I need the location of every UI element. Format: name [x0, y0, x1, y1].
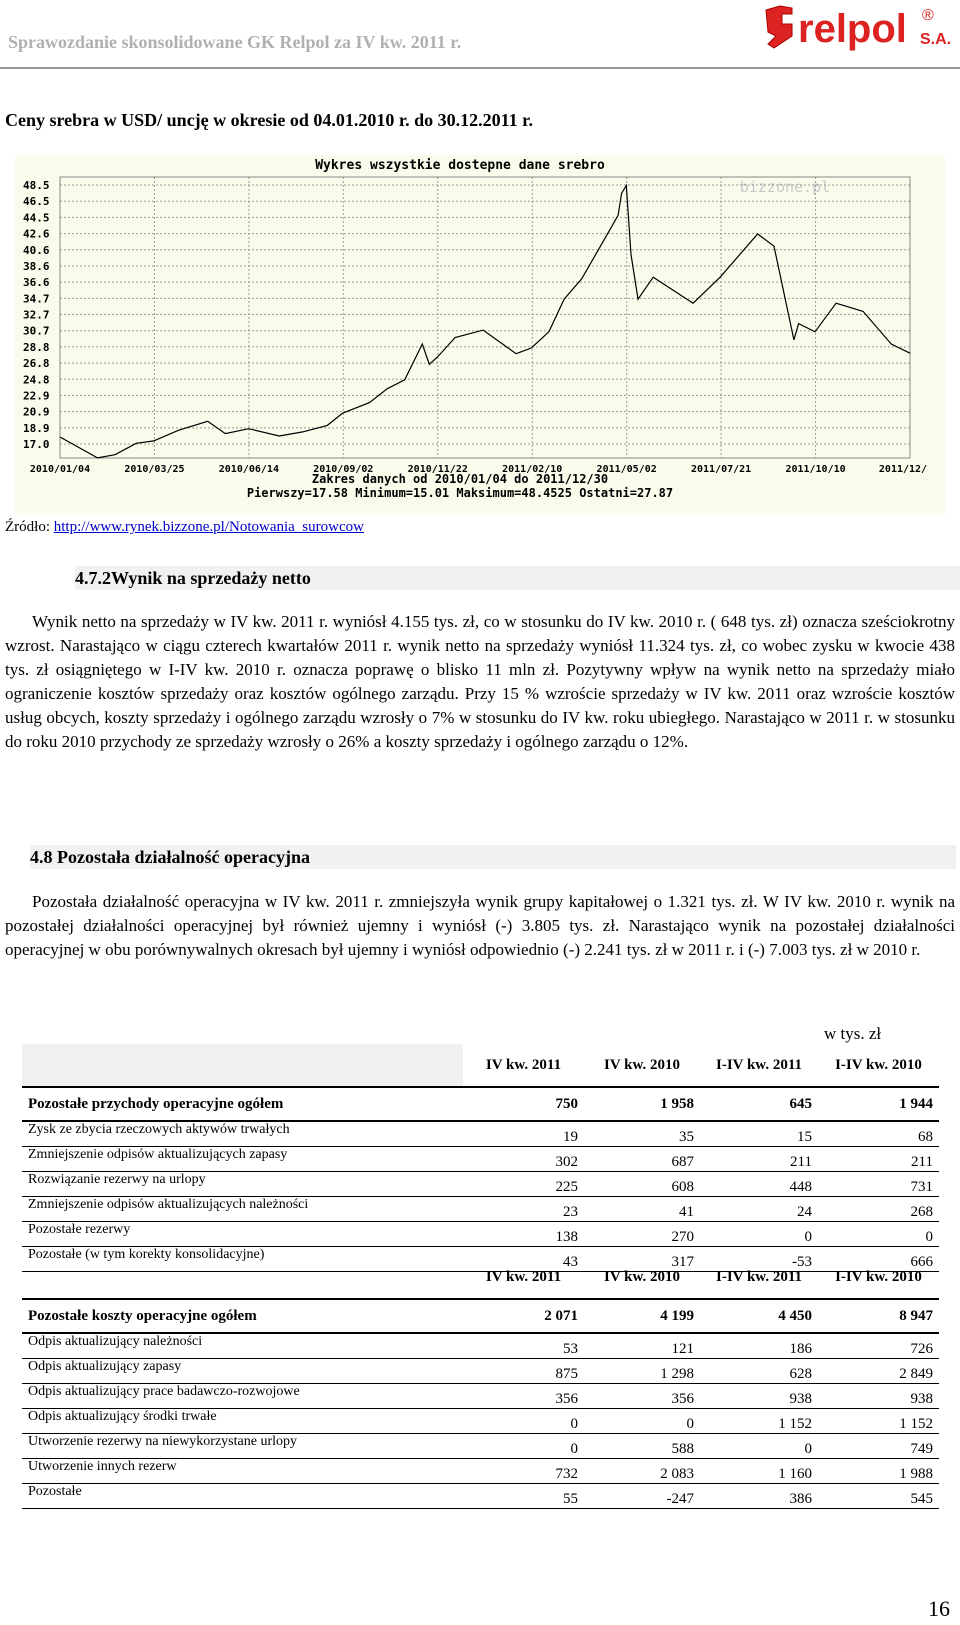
row-value: 41 — [584, 1197, 700, 1222]
section-heading-472: 4.7.2Wynik na sprzedaży netto — [75, 566, 960, 590]
row-value: 2 849 — [818, 1359, 939, 1384]
x-tick-label: 2011/05/02 — [596, 464, 657, 475]
row-label: Odpis aktualizujący należności — [22, 1333, 463, 1359]
y-tick-label: 24.8 — [23, 373, 50, 387]
row-value: 386 — [700, 1484, 818, 1509]
row-value: 0 — [818, 1222, 939, 1247]
row-value: 270 — [584, 1222, 700, 1247]
y-tick-label: 32.7 — [23, 308, 50, 322]
x-tick-label: 2010/11/22 — [407, 464, 468, 475]
svg-text:relpol: relpol — [798, 7, 907, 51]
total-label: Pozostałe koszty operacyjne ogółem — [22, 1299, 463, 1333]
row-label: Zmniejszenie odpisów aktualizujących zapasy — [22, 1147, 463, 1172]
row-label: Rozwiązanie rezerwy na urlopy — [22, 1172, 463, 1197]
row-value: 0 — [463, 1409, 584, 1434]
x-tick-label: 2011/02/10 — [502, 464, 563, 475]
row-label: Odpis aktualizujący prace badawczo-rozwojowe — [22, 1384, 463, 1409]
total-label: Pozostałe przychody operacyjne ogółem — [22, 1087, 463, 1121]
y-tick-label: 42.6 — [23, 227, 50, 241]
x-tick-label: 2010/01/04 — [29, 464, 91, 475]
row-value: 225 — [463, 1172, 584, 1197]
row-value: 121 — [584, 1333, 700, 1359]
section-heading-48: 4.8 Pozostała działalność operacyjna — [30, 845, 956, 869]
row-value: 15 — [700, 1121, 818, 1147]
table-header-row — [22, 1256, 939, 1299]
column-header: IV kw. 2010 — [584, 1256, 700, 1299]
x-tick-label: 2011/12/ — [878, 464, 928, 475]
income-table — [22, 1044, 939, 1272]
y-tick-label: 46.5 — [23, 195, 50, 209]
row-value: 1 988 — [818, 1459, 939, 1484]
header-divider — [0, 67, 960, 69]
svg-text:®: ® — [922, 7, 934, 24]
total-value: 4 450 — [700, 1299, 818, 1333]
total-value: 645 — [700, 1087, 818, 1121]
row-label: Pozostałe rezerwy — [22, 1222, 463, 1247]
row-label: Zysk ze zbycia rzeczowych aktywów trwałych — [22, 1121, 463, 1147]
column-header: IV kw. 2010 — [584, 1044, 700, 1087]
column-header: I-IV kw. 2011 — [700, 1044, 818, 1087]
total-value: 2 071 — [463, 1299, 584, 1333]
silver-price-line — [60, 186, 910, 458]
row-value: 608 — [584, 1172, 700, 1197]
header-blank-cell — [22, 1256, 463, 1299]
table-row — [22, 1434, 939, 1459]
y-tick-label: 40.6 — [23, 243, 50, 257]
chart-stats: Pierwszy=17.58 Minimum=15.01 Maksimum=48.4525 Ostatni=27.87 — [246, 486, 674, 500]
report-title: Sprawozdanie skonsolidowane GK Relpol za IV kw. 2011 r. — [8, 32, 462, 52]
table-header-row — [22, 1044, 939, 1087]
costs-table — [22, 1256, 939, 1509]
row-value: 211 — [700, 1147, 818, 1172]
source-note — [5, 519, 364, 536]
x-tick-label: 2010/09/02 — [313, 464, 374, 475]
chart-grid — [60, 177, 910, 458]
chart-watermark: bizzone.pl — [739, 178, 831, 196]
relay-icon — [766, 6, 792, 48]
source-link[interactable]: http://www.rynek.bizzone.pl/Notowania_surowcow — [53, 519, 364, 535]
y-tick-label: 44.5 — [23, 211, 50, 225]
x-tick-label: 2011/10/10 — [785, 464, 846, 475]
table-row — [22, 1147, 939, 1172]
row-value: 732 — [463, 1459, 584, 1484]
table-row — [22, 1459, 939, 1484]
row-label: Zmniejszenie odpisów aktualizujących należności — [22, 1197, 463, 1222]
row-value: 356 — [463, 1384, 584, 1409]
table-row — [22, 1172, 939, 1197]
y-tick-label: 34.7 — [23, 292, 50, 306]
row-value: 938 — [700, 1384, 818, 1409]
y-tick-label: 17.0 — [23, 438, 50, 451]
table-row — [22, 1384, 939, 1409]
row-label: Odpis aktualizujący środki trwałe — [22, 1409, 463, 1434]
row-label: Odpis aktualizujący zapasy — [22, 1359, 463, 1384]
row-value: 875 — [463, 1359, 584, 1384]
row-value: 186 — [700, 1333, 818, 1359]
row-value: 731 — [818, 1172, 939, 1197]
row-value: 726 — [818, 1333, 939, 1359]
relpol-logo — [762, 2, 960, 58]
x-tick-label: 2010/06/14 — [218, 464, 279, 475]
y-tick-label: 38.6 — [23, 259, 50, 273]
table-row — [22, 1222, 939, 1247]
row-value: 0 — [463, 1434, 584, 1459]
svg-text:S.A.: S.A. — [920, 31, 952, 48]
row-value: 43 — [463, 1247, 584, 1272]
row-value: 0 — [700, 1434, 818, 1459]
page-number: 16 — [928, 1596, 950, 1621]
row-label: Utworzenie rezerwy na niewykorzystane urlopy — [22, 1434, 463, 1459]
y-tick-label: 22.9 — [23, 389, 50, 403]
header-blank-cell — [22, 1044, 463, 1087]
row-value: 666 — [818, 1247, 939, 1272]
total-row — [22, 1299, 939, 1333]
table-row — [22, 1359, 939, 1384]
chart-title: Wykres wszystkie dostepne dane srebro — [315, 158, 605, 173]
column-header: I-IV kw. 2010 — [818, 1044, 939, 1087]
y-tick-label: 26.8 — [23, 357, 50, 371]
total-value: 4 199 — [584, 1299, 700, 1333]
row-value: 628 — [700, 1359, 818, 1384]
row-value: 68 — [818, 1121, 939, 1147]
row-value: 23 — [463, 1197, 584, 1222]
row-label: Pozostałe (w tym korekty konsolidacyjne) — [22, 1247, 463, 1272]
income-rows — [22, 1121, 939, 1272]
section-48-text: Pozostała działalność operacyjna w IV kw. 2011 r. zmniejszyła wynik grupy kapitałowej o 1.321 tys. zł. W IV kw. 2010 r. wynik na pozostałej działalności operacyjnej był również ujemny i wyniósł (-) 3.805 tys. zł. Narastająco wynik na pozostałej działalności operacyjnej w obu porównywalnych okresach był ujemny i wyniósł odpowiednio (-) 2.241 tys. zł w 2011 r. i (-) 7.003 tys. zł w 2010 r. — [5, 892, 955, 959]
row-value: 448 — [700, 1172, 818, 1197]
column-header: I-IV kw. 2011 — [700, 1256, 818, 1299]
row-value: 356 — [584, 1384, 700, 1409]
row-value: 211 — [818, 1147, 939, 1172]
unit-label: w tys. zł — [824, 1024, 882, 1043]
row-value: 53 — [463, 1333, 584, 1359]
row-value: 302 — [463, 1147, 584, 1172]
silver-price-chart — [15, 155, 945, 515]
chart-heading: Ceny srebra w USD/ uncję w okresie od 04.01.2010 r. do 30.12.2011 r. — [5, 110, 534, 130]
column-header: IV kw. 2011 — [463, 1044, 584, 1087]
chart-date-range: Zakres danych od 2010/01/04 do 2011/12/30 — [311, 472, 609, 486]
row-value: 588 — [584, 1434, 700, 1459]
y-tick-label: 30.7 — [23, 324, 50, 338]
row-value: 1 298 — [584, 1359, 700, 1384]
section-472-text: Wynik netto na sprzedaży w IV kw. 2011 r. wyniósł 4.155 tys. zł, co w stosunku do IV kw. 2010 r. ( 648 tys. zł) oznacza sześciokrotny wzrost. Narastająco w ciągu czterech kwartałów 2011 r. wynik netto na sprzedaży wyniósł 11.324 tys. zł, co wobec zysku w kwocie 438 tys. zł osiągniętego w I-IV kw. 2010 r. oznacza poprawę o blisko 11 mln zł. Pozytywny wpływ na wynik netto na sprzedaży miało ograniczenie kosztów sprzedaży oraz kosztów ogólnego zarządu. Przy 15 % wzroście sprzedaży w IV kw. 2011 oraz wzroście kosztów usług obcych, koszty sprzedaży i ogólnego zarządu wzrosły o 7% w stosunku do IV kw. roku ubiegłego. Narastająco w 2011 r. w stosunku do roku 2010 przychody ze sprzedaży wzrosły o 26% a koszty sprzedaży i ogólnego zarządu o 12%. — [5, 612, 955, 751]
row-value: 0 — [584, 1409, 700, 1434]
y-tick-label: 48.5 — [23, 179, 50, 192]
total-value: 8 947 — [818, 1299, 939, 1333]
y-tick-label: 36.6 — [23, 276, 50, 290]
x-tick-label: 2010/03/25 — [124, 464, 185, 475]
table-row — [22, 1484, 939, 1509]
table-row — [22, 1409, 939, 1434]
row-value: 24 — [700, 1197, 818, 1222]
row-value: 545 — [818, 1484, 939, 1509]
row-value: 35 — [584, 1121, 700, 1147]
row-value: 1 160 — [700, 1459, 818, 1484]
row-label: Pozostałe — [22, 1484, 463, 1509]
row-value: 268 — [818, 1197, 939, 1222]
table-row — [22, 1121, 939, 1147]
row-value: 317 — [584, 1247, 700, 1272]
column-header: I-IV kw. 2010 — [818, 1256, 939, 1299]
table-row — [22, 1197, 939, 1222]
row-value: 749 — [818, 1434, 939, 1459]
y-tick-label: 20.9 — [23, 405, 50, 419]
plot-area-frame — [60, 177, 910, 458]
y-tick-label: 18.9 — [23, 421, 50, 435]
total-value: 1 944 — [818, 1087, 939, 1121]
row-value: 2 083 — [584, 1459, 700, 1484]
row-value: 1 152 — [700, 1409, 818, 1434]
row-value: 19 — [463, 1121, 584, 1147]
y-tick-label: 28.8 — [23, 340, 50, 354]
table-row — [22, 1333, 939, 1359]
total-row — [22, 1087, 939, 1121]
x-tick-label: 2011/07/21 — [691, 464, 752, 475]
row-value: 1 152 — [818, 1409, 939, 1434]
y-axis-ticks — [23, 179, 50, 451]
total-value: 1 958 — [584, 1087, 700, 1121]
total-value: 750 — [463, 1087, 584, 1121]
source-label: Źródło: — [5, 519, 54, 535]
row-value: 938 — [818, 1384, 939, 1409]
row-value: -247 — [584, 1484, 700, 1509]
column-header: IV kw. 2011 — [463, 1256, 584, 1299]
row-label: Utworzenie innych rezerw — [22, 1459, 463, 1484]
row-value: 0 — [700, 1222, 818, 1247]
row-value: -53 — [700, 1247, 818, 1272]
row-value: 687 — [584, 1147, 700, 1172]
row-value: 55 — [463, 1484, 584, 1509]
row-value: 138 — [463, 1222, 584, 1247]
costs-rows — [22, 1333, 939, 1509]
